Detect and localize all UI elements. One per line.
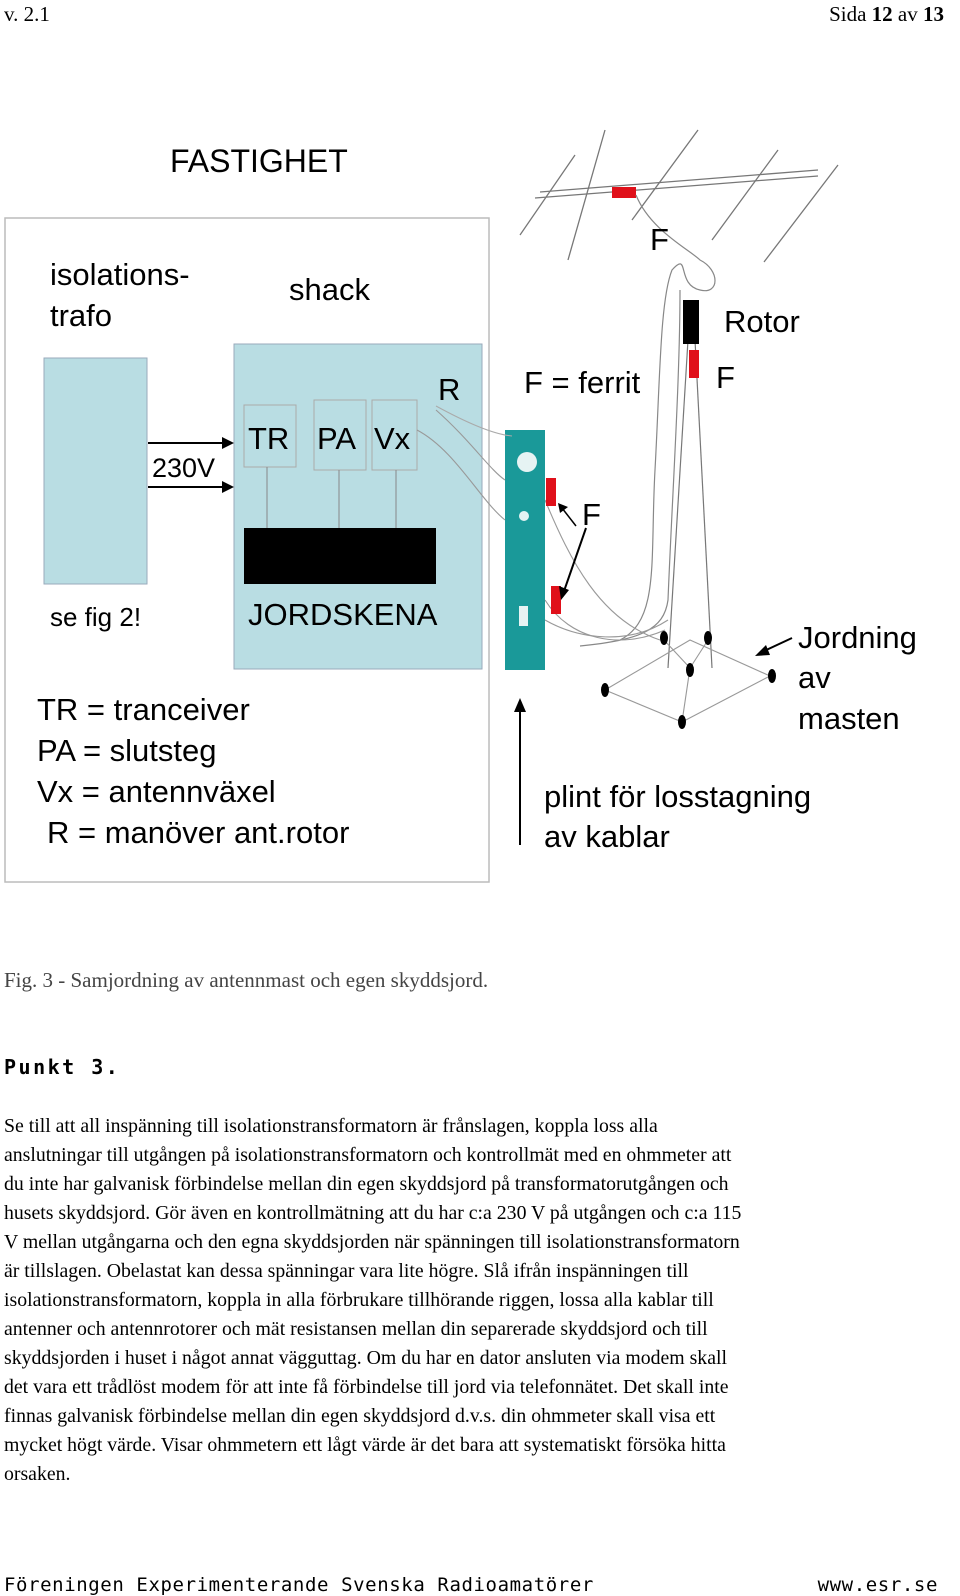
label-isolation-2: trafo: [50, 298, 113, 333]
rotor-unit: [683, 300, 699, 344]
body-paragraph: [4, 1112, 944, 1489]
label-tr: TR: [248, 421, 290, 456]
label-230v: 230V: [152, 453, 216, 483]
label-f-top: F: [650, 222, 669, 257]
isolation-transformer-box: [44, 358, 147, 584]
paragraph-line: husets skyddsjord. Gör även en kontrollmätning att du har c:a 230 V på utgången och c:a 115: [4, 1202, 742, 1224]
label-f-ferrit: F = ferrit: [524, 365, 641, 400]
ferrite-plint-upper: [546, 478, 556, 506]
page-mid: av: [892, 2, 923, 26]
plint-terminal-2: [519, 511, 529, 521]
paragraph-line: V mellan utgångarna och den egna skyddsjorden när spänningen till isolationstransformatorn: [4, 1231, 740, 1253]
grounding-busbar: [244, 528, 436, 584]
paragraph-line: orsaken.: [4, 1463, 71, 1485]
paragraph-line: är tillslagen. Obelastat kan dessa spänningar vara lite högre. Slå ifrån inspänningen till: [4, 1260, 689, 1282]
footer-organization: Föreningen Experimenterande Svenska Radioamatörer: [4, 1574, 594, 1596]
label-isolation-1: isolations-: [50, 257, 190, 292]
paragraph-line: finnas galvanisk förbindelse mellan din egen skyddsjord d.v.s. din ohmmeter skall visa ett: [4, 1405, 716, 1427]
figure-caption: Fig. 3 - Samjordning av antennmast och egen skyddsjord.: [4, 968, 489, 992]
cable-plint-to-mast-3: [545, 620, 668, 637]
label-shack: shack: [289, 272, 370, 307]
label-plint-2: av kablar: [544, 819, 670, 854]
paragraph-line: mycket högt värde. Visar ohmmetern ett lågt värde är det bara att systematiskt försöka hitta: [4, 1434, 726, 1456]
ferrite-rotor: [689, 350, 699, 378]
label-jordning-2: av: [798, 660, 831, 695]
plint-terminal-3: [519, 606, 528, 626]
section-heading: Punkt 3.: [4, 1055, 121, 1079]
label-f-plint: F: [582, 497, 601, 532]
plint-terminal-1: [517, 452, 537, 472]
paragraph-line: Se till att all inspänning till isolationstransformatorn är frånslagen, koppla loss alla: [4, 1115, 658, 1137]
antenna-elements: [520, 130, 838, 262]
arrow-jordning: [755, 638, 792, 656]
antenna-mast: [668, 340, 712, 668]
paragraph-line: det vara ett trådlöst modem för att inte få förbindelse till jord via telefonnätet. Det skall inte: [4, 1376, 729, 1398]
document-version: v. 2.1: [4, 2, 50, 26]
arrow-230v-upper: [148, 437, 234, 449]
antenna-cable-loop: [620, 195, 715, 640]
label-plint-1: plint för losstagning: [544, 779, 812, 814]
page-prefix: Sida: [829, 2, 872, 26]
label-vx: Vx: [374, 421, 411, 456]
cable-plint-to-mast-2: [545, 600, 665, 640]
label-pa: PA: [317, 421, 357, 456]
label-jordskena: JORDSKENA: [248, 597, 438, 632]
paragraph-line: antenner och antennrotorer och mät resistansen mellan din separerade skyddsjord och till: [4, 1318, 708, 1340]
arrow-plint-up: [514, 698, 526, 845]
footer-website: www.esr.se: [817, 1574, 938, 1596]
legend-tr: TR = tranceiver: [37, 692, 250, 727]
label-f-rotor: F: [716, 360, 735, 395]
label-se-fig: se fig 2!: [50, 602, 142, 632]
mast-ground-rods: [605, 640, 770, 722]
legend-r: R = manöver ant.rotor: [47, 815, 350, 850]
label-jordning-1: Jordning: [798, 620, 917, 655]
legend-vx: Vx = antennväxel: [37, 774, 276, 809]
page-number: 12: [871, 2, 893, 26]
paragraph-line: du inte har galvanisk förbindelse mellan din egen skyddsjord på transformatorutgången och: [4, 1173, 729, 1195]
paragraph-line: isolationstransformatorn, koppla in alla förbrukare tillhörande riggen, lossa alla kablar till: [4, 1289, 714, 1311]
legend-pa: PA = slutsteg: [37, 733, 217, 768]
label-rotor: Rotor: [724, 304, 800, 339]
ferrite-antenna: [612, 187, 636, 198]
cable-plint-to-mast-1: [545, 500, 660, 640]
label-r: R: [438, 372, 461, 407]
paragraph-line: anslutningar till utgången på isolationstransformatorn och kontrollmät med en ohmmeter att: [4, 1144, 732, 1166]
paragraph-line: skyddsjorden i huset i något annat vägguttag. Om du har en dator ansluten via modem skall: [4, 1347, 727, 1369]
label-fastighet: FASTIGHET: [170, 143, 348, 179]
label-jordning-3: masten: [798, 701, 900, 736]
ferrite-plint-lower: [551, 586, 561, 614]
page-total: 13: [923, 2, 944, 26]
